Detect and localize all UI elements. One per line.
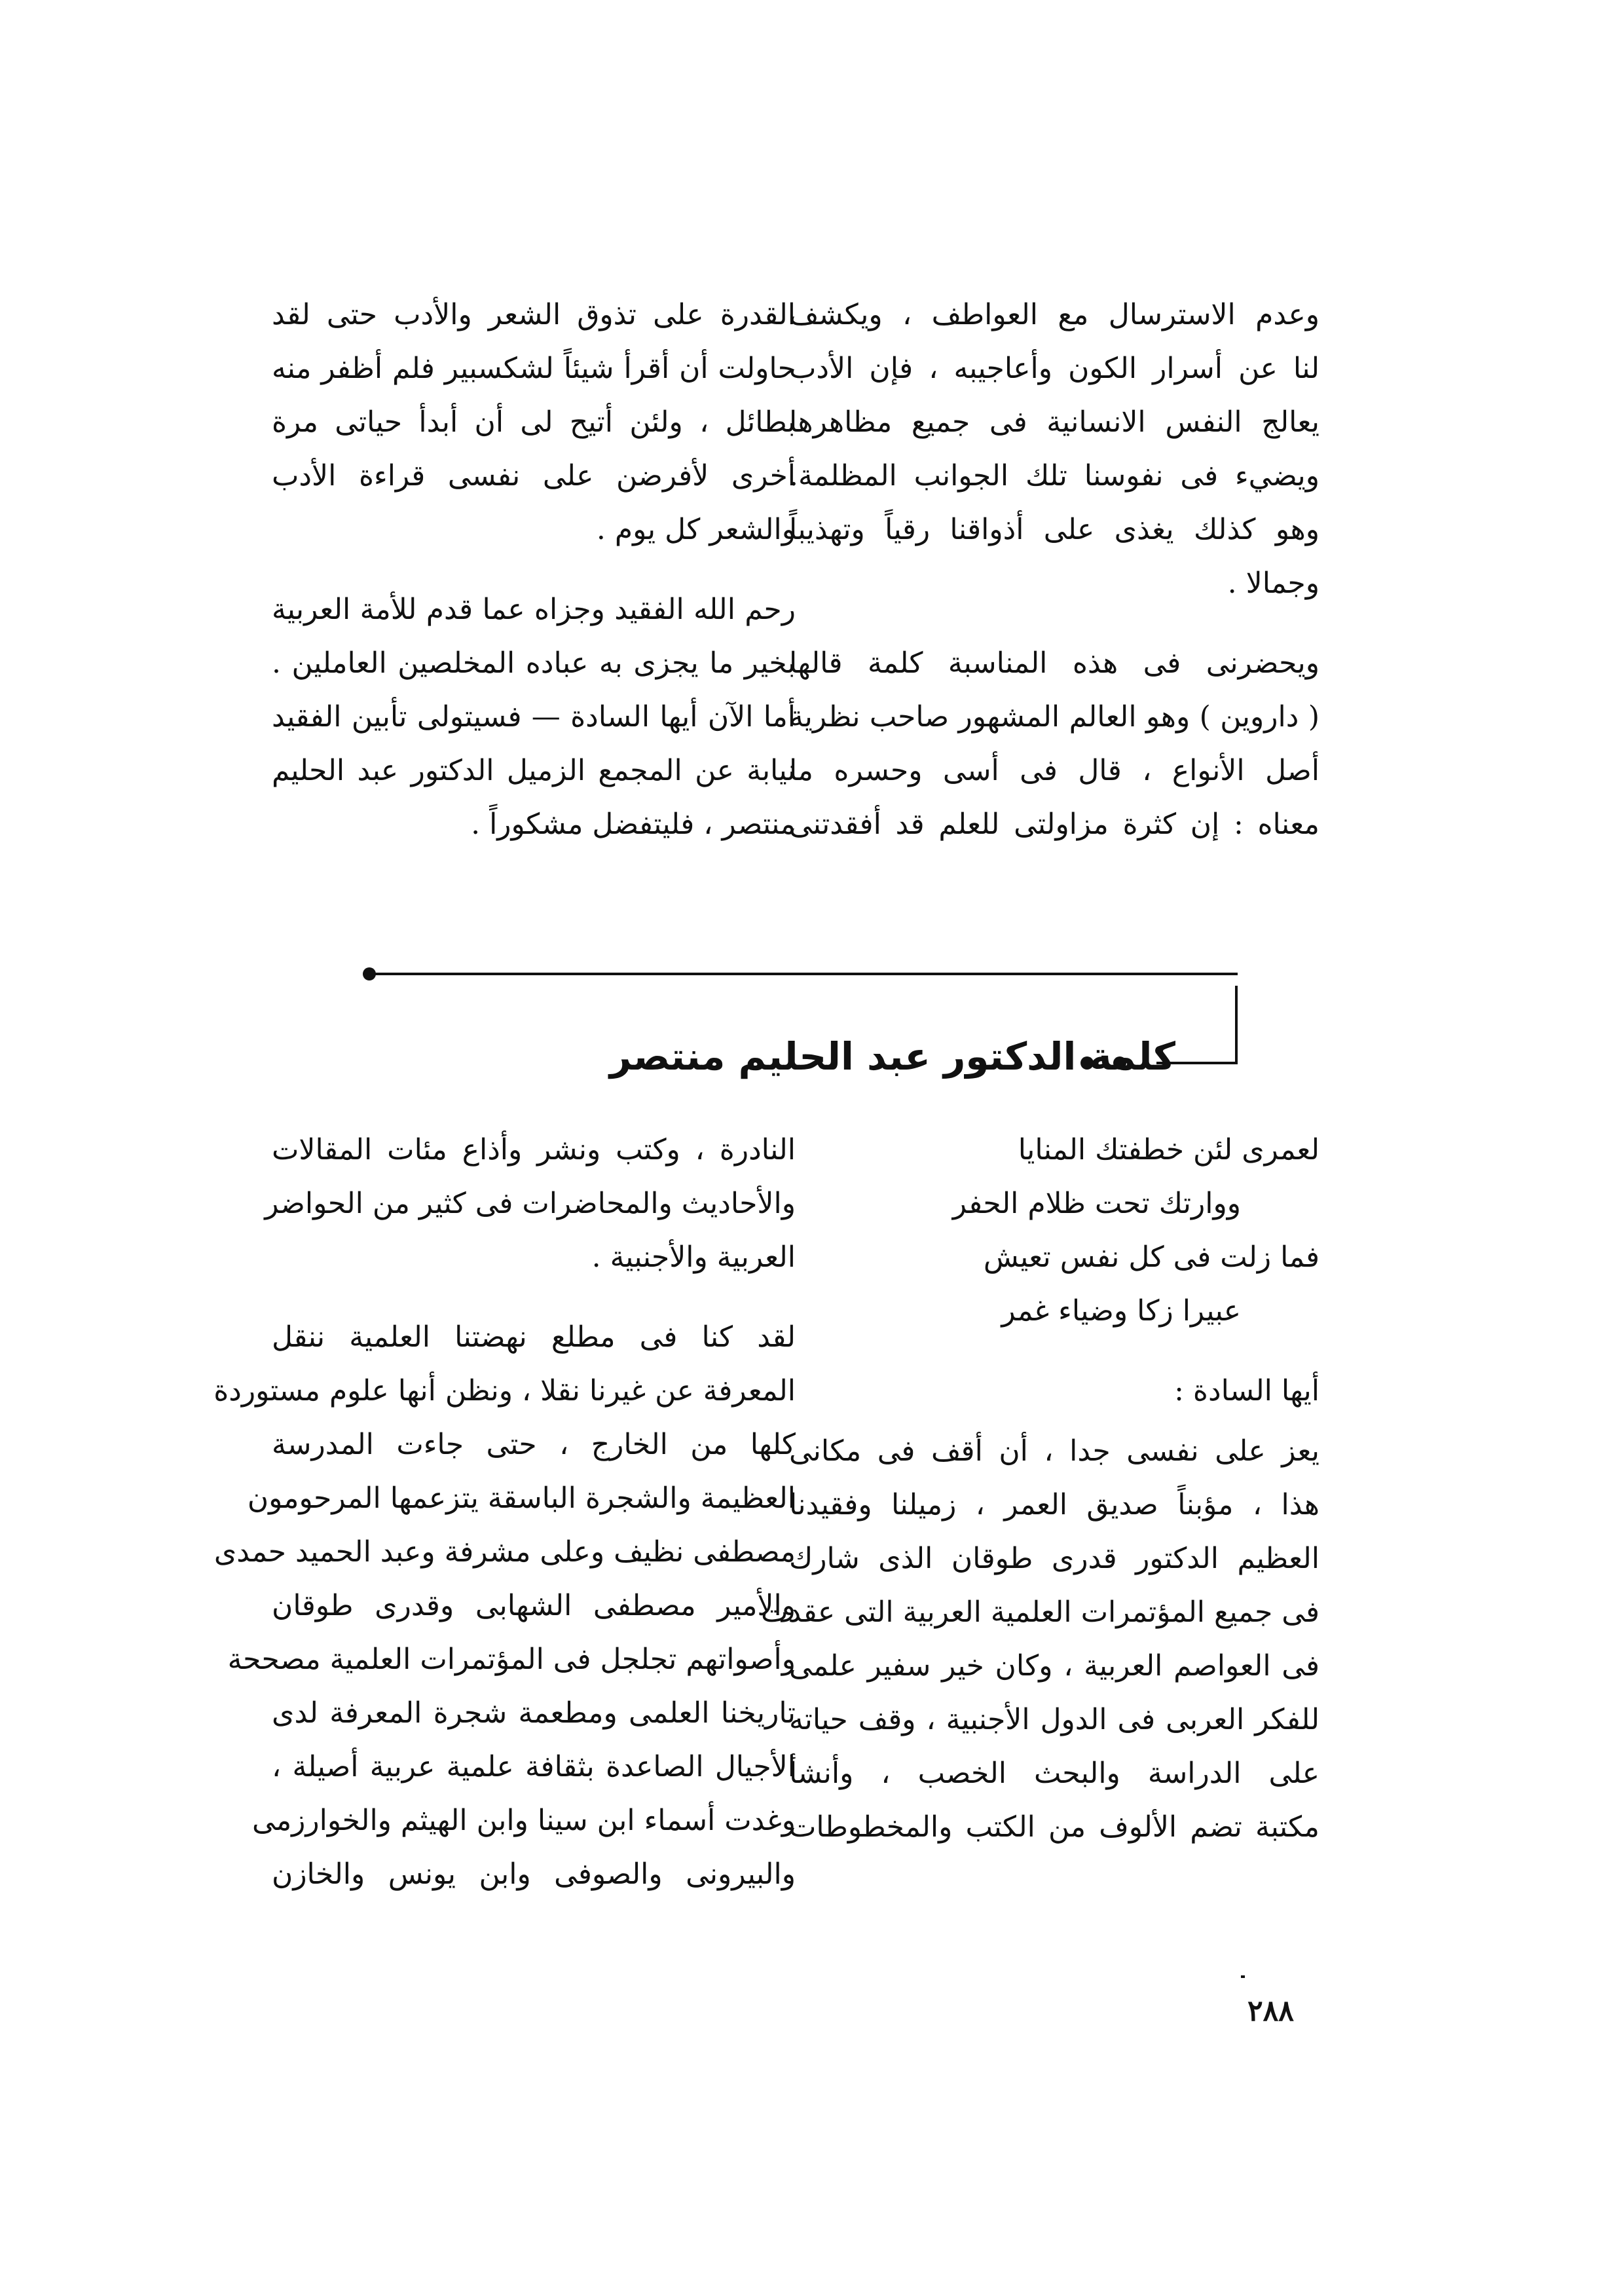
text-line: معناه : إن كثرة مزاولتى للعلم قد أفقدتنى (789, 808, 1320, 841)
text-line: هذا ، مؤبناً صديق العمر ، زميلنا وفقيدنا (789, 1488, 1320, 1521)
text-line: وهو كذلك يغذى على أذواقنا رقياً وتهذيباً (789, 513, 1320, 546)
text-line: بطائل ، ولئن أتيح لى أن أبدأ حياتى مرة (272, 405, 796, 439)
text-line: لقد كنا فى مطلع نهضتنا العلمية ننقل (272, 1320, 796, 1354)
text-line: نيابة عن المجمع الزميل الدكتور عبد الحليم (272, 754, 796, 787)
paragraph (761, 1425, 1320, 1854)
text-line: وعدم الاسترسال مع العواطف ، ويكشف (789, 298, 1320, 331)
text-line: والأمير مصطفى الشهابى وقدرى طوقان (272, 1589, 796, 1622)
text-line: فى جميع المؤتمرات العلمية العربية التى عقدت (761, 1595, 1320, 1629)
paragraph (272, 288, 796, 557)
text-line: المعرفة عن غيرنا نقلا ، ونظن أنها علوم مستوردة (213, 1374, 796, 1408)
text-line: أصل الأنواع ، قال فى أسى وحسره ما (789, 754, 1320, 787)
paragraph (213, 1311, 796, 1901)
text-line: يعالج النفس الانسانية فى جميع مظاهرها (789, 405, 1320, 439)
paragraph (789, 637, 1320, 851)
text-line: وجمالا . (1227, 567, 1320, 600)
text-line: وأصواتهم تجلجل فى المؤتمرات العلمية مصححة (227, 1643, 796, 1676)
text-line: والشعر كل يوم . (596, 513, 796, 546)
text-line: أيها السادة : (1174, 1374, 1320, 1408)
paragraph (272, 583, 796, 851)
text-line: النادرة ، وكتب ونشر وأذاع مئات المقالات (272, 1133, 796, 1166)
print-mark (1241, 1975, 1245, 1978)
text-line: رحم الله الفقيد وجزاه عما قدم للأمة العربية (272, 593, 796, 626)
text-line: ويحضرنى فى هذه المناسبة كلمة قالها (789, 646, 1320, 680)
text-line: مكتبة تضم الألوف من الكتب والمخطوطات (789, 1810, 1320, 1844)
text-line: والأحاديث والمحاضرات فى كثير من الحواضر (265, 1187, 796, 1220)
verse-line: ووارتك تحت ظلام الحفر (952, 1187, 1241, 1220)
text-line: العربية والأجنبية . (591, 1241, 796, 1274)
section-heading: كلمة الدكتور عبد الحليم منتصر (609, 1034, 1175, 1079)
section-divider (373, 973, 1238, 975)
verse-line: لعمرى لئن خطفتك المنايا (1018, 1133, 1320, 1166)
divider-dot (363, 967, 376, 980)
text-line: بخير ما يجزى به عباده المخلصين العاملين . (272, 646, 796, 680)
text-line: منتصر ، فليتفضل مشكوراً . (471, 808, 796, 841)
text-line: فى العواصم العربية ، وكان خير سفير علمى (789, 1649, 1320, 1683)
text-line: ويضيء فى نفوسنا تلك الجوانب المظلمة. (789, 459, 1320, 493)
text-line: أخرى لأفرضن على نفسى قراءة الأدب (272, 459, 796, 493)
text-line: للفكر العربى فى الدول الأجنبية ، وقف حياته (789, 1703, 1320, 1736)
bottom-right-column (761, 1123, 1320, 1854)
text-line: أما الآن أيها السادة — فسيتولى تأبين الفقيد (272, 700, 796, 734)
text-line: يعز على نفسى جدا ، أن أقف فى مكانى (789, 1434, 1320, 1468)
text-line: والبيرونى والصوفى وابن يونس والخازن (272, 1857, 796, 1891)
greeting (789, 1364, 1320, 1418)
text-line: مصطفى نظيف وعلى مشرفة وعبد الحميد حمدى (213, 1535, 796, 1569)
verse-line: فما زلت فى كل نفس تعيش (983, 1241, 1320, 1274)
text-line: ( داروين ) وهو العالم المشهور صاحب نظرية (789, 700, 1320, 734)
top-left-column (272, 288, 796, 851)
text-line: تاريخنا العلمى ومطعمة شجرة المعرفة لدى (272, 1696, 796, 1730)
text-line: وغدت أسماء ابن سينا وابن الهيثم والخوارزمى (251, 1804, 796, 1837)
text-line: لنا عن أسرار الكون وأعاجيبه ، فإن الأدب (789, 352, 1320, 385)
text-line: كلها من الخارج ، حتى جاءت المدرسة (272, 1428, 796, 1461)
bottom-left-column (213, 1123, 796, 1901)
paragraph (789, 288, 1320, 610)
text-line: حاولت أن أقرأ شيئاً لشكسبير فلم أظفر منه (272, 352, 796, 385)
text-line: العظيمة والشجرة الباسقة يتزعمها المرحومون (247, 1482, 796, 1515)
verse-line: عبيرا زكا وضياء غمر (1001, 1294, 1241, 1328)
text-line: الأجيال الصاعدة بثقافة علمية عربية أصيلة ، (272, 1750, 796, 1783)
text-line: القدرة على تذوق الشعر والأدب حتى لقد (272, 298, 796, 331)
text-line: على الدراسة والبحث الخصب ، وأنشأ (789, 1757, 1320, 1790)
text-line: العظيم الدكتور قدرى طوقان الذى شارك (789, 1542, 1320, 1575)
top-right-column (789, 288, 1320, 851)
poem-verse (789, 1123, 1320, 1338)
heading-bracket-vertical (1235, 986, 1238, 1064)
paragraph (265, 1123, 796, 1284)
page-number: ٢٨٨ (1247, 1994, 1294, 2028)
